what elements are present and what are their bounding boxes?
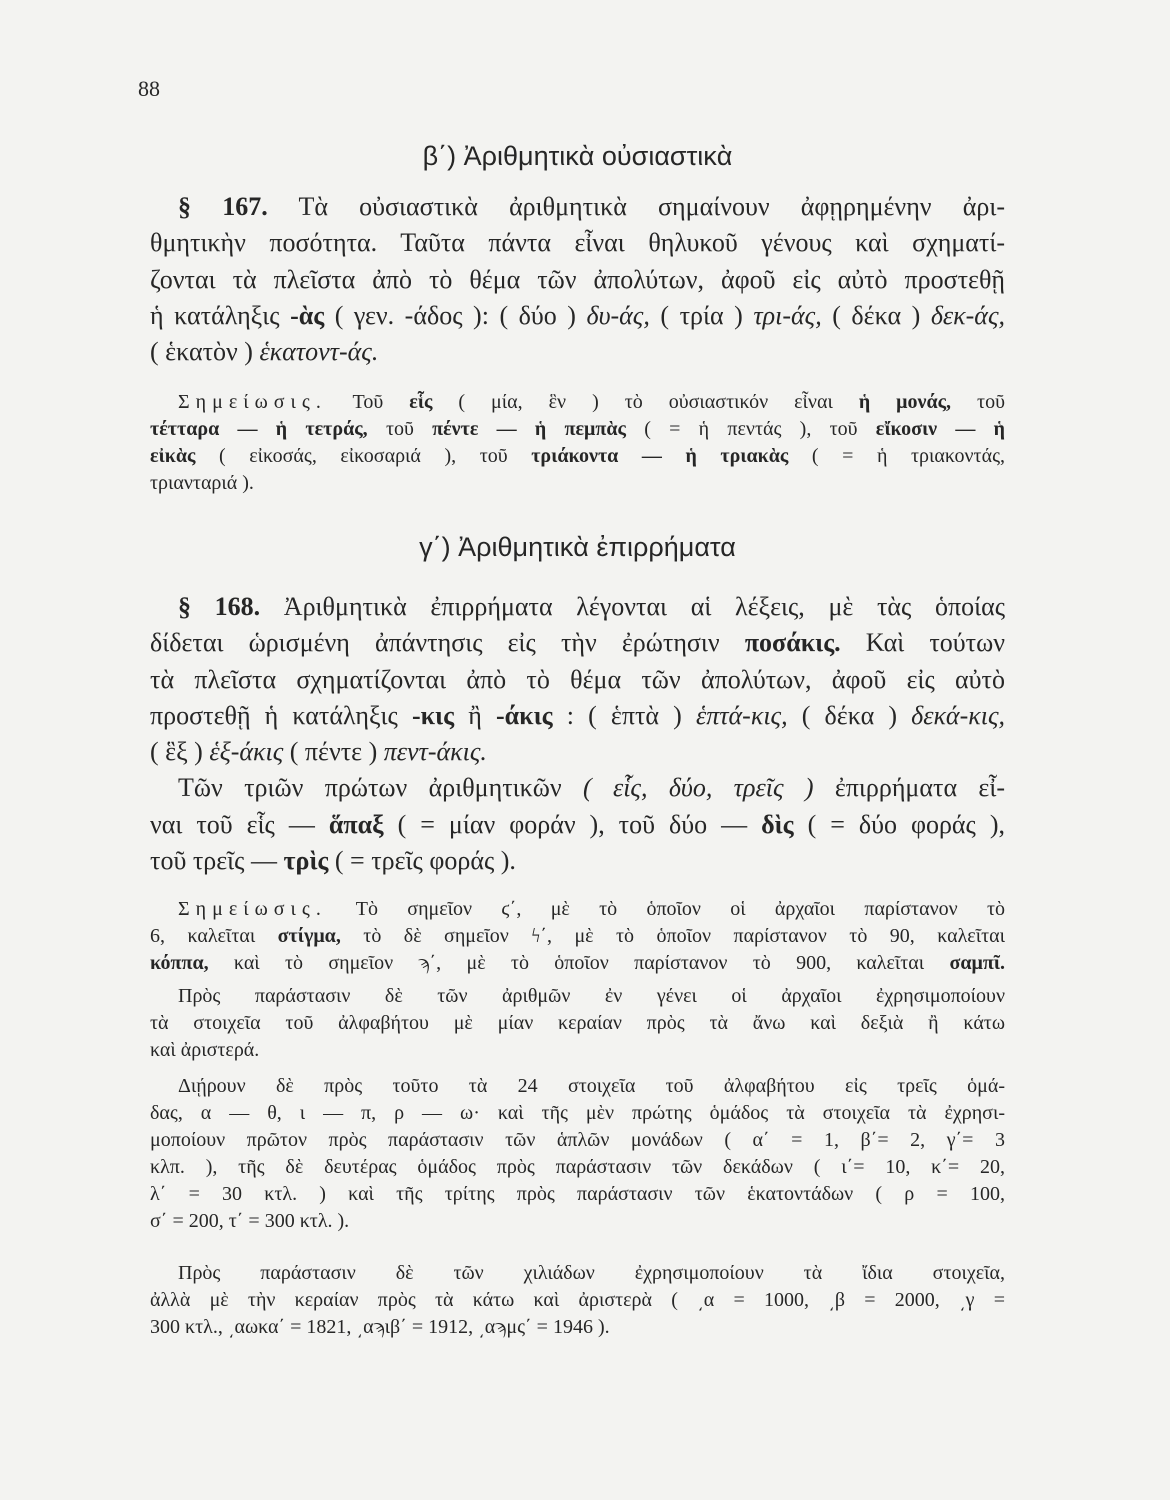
page-number: 88 [138, 76, 160, 101]
text-run: τὰ στοιχεῖα τοῦ ἀλφαβήτου μὲ μίαν κεραίαν πρὸς τὰ ἄνω καὶ δεξιὰ ἢ κάτω [150, 1012, 1005, 1034]
text-run: Πρὸς παράστασιν δὲ τῶν χιλιάδων ἐχρησιμοποίουν τὰ ἴδια στοιχεῖα, [178, 1262, 1005, 1284]
text-run: ἡ κατάληξις [150, 301, 291, 330]
bold-term: ποσάκις. [744, 628, 841, 657]
text-run: τριανταριά ). [150, 472, 254, 494]
text-run: ( πέντε ) [283, 737, 384, 766]
text-line [150, 1260, 1005, 1286]
text-run: : ( ἑπτὰ ) [552, 701, 696, 730]
bold-term: πέντε — ἡ πεμπὰς [432, 418, 626, 440]
text-line [150, 443, 1005, 469]
text-run: καὶ ἀριστερά. [150, 1039, 260, 1061]
text-run: ζονται τὰ πλεῖστα ἀπὸ τὸ θέμα τῶν ἀπολύτων, ἀφοῦ εἰς αὐτὸ προστεθῇ [150, 265, 1005, 294]
bold-term: § 168. [178, 592, 261, 621]
text-run: Τὰ οὐσιαστικὰ ἀριθμητικὰ σημαίνουν ἀφῃρημένην ἀρι- [267, 192, 1006, 221]
text-line [150, 1073, 1005, 1099]
text-run: μοποίουν πρῶτον πρὸς παράστασιν τῶν ἁπλῶν μονάδων ( α΄ = 1, β΄= 2, γ΄= 3 [150, 1129, 1005, 1151]
text-line [150, 809, 1005, 841]
bold-term: -ὰς [290, 301, 325, 330]
text-run: ἐπιρρήματα εἶ- [813, 773, 1005, 802]
bold-term: -κις [411, 701, 455, 730]
text-run: ( δέκα ) [821, 301, 931, 330]
italic-form: τρι-άς, [753, 301, 822, 330]
section-heading-numeral-adverbs: γ΄) Ἀριθμητικὰ ἐπιρρήματα [419, 532, 736, 562]
bold-term: εἴκοσιν — ἡ [875, 418, 1005, 440]
text-line [150, 389, 1005, 415]
bold-term: ἡ μονάς, [858, 391, 952, 413]
text-run: θμητικὴν ποσότητα. Ταῦτα πάντα εἶναι θηλυκοῦ γένους καὶ σχηματί- [150, 228, 1005, 257]
note-label: Σημείωσις. [178, 391, 327, 413]
text-line [150, 983, 1005, 1009]
bold-term: εἷς [409, 391, 433, 413]
text-line [150, 845, 1005, 877]
text-run: Καὶ τούτων [840, 628, 1005, 657]
text-line [150, 1181, 1005, 1207]
text-line [150, 923, 1005, 949]
text-line [150, 300, 1005, 332]
section-heading-numeral-nouns: β΄) Ἀριθμητικὰ οὐσιαστικὰ [422, 141, 733, 171]
italic-form: ἑκατοντ-άς. [259, 337, 379, 366]
bold-term: ἅπαξ [328, 810, 384, 839]
bold-term: § 167. [178, 192, 268, 221]
text-line [150, 227, 1005, 259]
text-line [150, 1010, 1005, 1036]
text-run: 300 κτλ., ͵αωκα΄ = 1821, ͵αϡιβ΄ = 1912, ͵αϡμς΄ = 1946 ). [150, 1316, 610, 1338]
text-run: τὸ δὲ σημεῖον ϟ΄, μὲ τὸ ὁποῖον παρίστανον τὸ 90, καλεῖται [340, 925, 1005, 947]
text-run: ( δέκα ) [787, 701, 912, 730]
text-line [150, 772, 1005, 804]
bold-term: εἰκὰς [150, 445, 196, 467]
text-run: ( μία, ἓν ) τὸ οὐσιαστικόν εἶναι [432, 391, 859, 413]
text-run: λ΄ = 30 κτλ. ) καὶ τῆς τρίτης πρὸς παράστασιν τῶν ἑκατοντάδων ( ρ = 100, [150, 1183, 1005, 1205]
text-run: Τοῦ [326, 391, 410, 413]
text-line [150, 700, 1005, 732]
italic-form: πεντ-άκις. [383, 737, 487, 766]
text-line [150, 1287, 1005, 1313]
text-run: ἀλλὰ μὲ τὴν κεραίαν πρὸς τὰ κάτω καὶ ἀριστερὰ ( ͵α = 1000, ͵β = 2000, ͵γ = [150, 1289, 1005, 1311]
text-run: ( εἰκοσάς, εἰκοσαριά ), τοῦ [195, 445, 532, 467]
text-run: τὰ πλεῖστα σχηματίζονται ἀπὸ τὸ θέμα τῶν ἀπολύτων, ἀφοῦ εἰς αὐτὸ [150, 665, 1005, 694]
bold-term: τριάκοντα — ἡ τριακὰς [531, 445, 789, 467]
text-run: Τὸ σημεῖον ϛ΄, μὲ τὸ ὁποῖον οἱ ἀρχαῖοι παρίστανον τὸ [326, 898, 1005, 920]
note-label: Σημείωσις. [178, 898, 327, 920]
text-line [150, 264, 1005, 296]
text-run: δας, α — θ, ι — π, ρ — ω· καὶ τῆς μὲν πρώτης ὁμάδος τὰ στοιχεῖα τὰ ἐχρησι- [150, 1102, 1005, 1124]
bold-term: τέτταρα — ἡ τετράς, [150, 418, 368, 440]
text-run: τοῦ [951, 391, 1005, 413]
text-line [150, 336, 1005, 368]
italic-form: ἑξ-άκις [209, 737, 284, 766]
italic-form: ἑπτά-κις, [695, 701, 788, 730]
text-run: ( = μίαν φοράν ), τοῦ δύο — [383, 810, 762, 839]
bold-term: σαμπῖ. [949, 952, 1005, 974]
text-line [150, 1100, 1005, 1126]
text-run: ( = δύο φοράς ), [793, 810, 1005, 839]
text-line [150, 416, 1005, 442]
text-run: κλπ. ), τῆς δὲ δευτέρας ὁμάδος πρὸς παράστασιν τῶν δεκάδων ( ι΄= 10, κ΄= 20, [150, 1156, 1005, 1178]
text-run: καὶ τὸ σημεῖον ϡ΄, μὲ τὸ ὁποῖον παρίστανον τὸ 900, καλεῖται [208, 952, 950, 974]
text-run: 6, καλεῖται [150, 925, 278, 947]
bold-term: κόππα, [150, 952, 209, 974]
text-run: ( τρία ) [649, 301, 754, 330]
text-line [150, 950, 1005, 976]
italic-form: ( εἷς, δύο, τρεῖς ) [582, 773, 814, 802]
text-line [150, 1154, 1005, 1180]
italic-form: δυ-άς, [586, 301, 650, 330]
text-run: ναι τοῦ εἷς — [150, 810, 329, 839]
bold-term: στίγμα, [277, 925, 341, 947]
text-line [150, 1208, 1005, 1234]
text-run: Πρὸς παράστασιν δὲ τῶν ἀριθμῶν ἐν γένει οἱ ἀρχαῖοι ἐχρησιμοποίουν [178, 985, 1005, 1007]
text-run: Τῶν τριῶν πρώτων ἀριθμητικῶν [178, 773, 583, 802]
text-line [150, 627, 1005, 659]
text-run: τοῦ τρεῖς — [150, 846, 284, 875]
text-line [150, 1037, 1005, 1063]
bold-term: -άκις [495, 701, 553, 730]
bold-term: δὶς [761, 810, 794, 839]
text-run: προστεθῇ ἡ κατάληξις [150, 701, 412, 730]
text-line [150, 664, 1005, 696]
text-run: ( = ἡ τριακοντάς, [788, 445, 1005, 467]
text-run: τοῦ [367, 418, 433, 440]
bold-term: τρὶς [283, 846, 329, 875]
text-line [150, 1314, 1005, 1340]
text-line [150, 591, 1005, 623]
text-run: σ΄ = 200, τ΄ = 300 κτλ. ). [150, 1210, 350, 1232]
text-run: ( = ἡ πεντάς ), τοῦ [625, 418, 876, 440]
text-line [150, 896, 1005, 922]
text-run: ἢ [454, 701, 496, 730]
text-run: ( ἑκατὸν ) [150, 337, 260, 366]
text-line [150, 470, 1005, 496]
text-run: ( ἓξ ) [150, 737, 210, 766]
text-run: ( γεν. -άδος ): ( δύο ) [324, 301, 587, 330]
text-run: Διῄρουν δὲ πρὸς τοῦτο τὰ 24 στοιχεῖα τοῦ ἀλφαβήτου εἰς τρεῖς ὁμά- [178, 1075, 1005, 1097]
italic-form: δεκά-κις, [911, 701, 1005, 730]
text-run: ( = τρεῖς φοράς ). [328, 846, 516, 875]
text-run: δίδεται ὡρισμένη ἀπάντησις εἰς τὴν ἐρώτησιν [150, 628, 745, 657]
text-line [150, 191, 1005, 223]
text-line [150, 1127, 1005, 1153]
italic-form: δεκ-άς, [930, 301, 1005, 330]
text-line [150, 736, 1005, 768]
text-run: Ἀριθμητικὰ ἐπιρρήματα λέγονται αἱ λέξεις, μὲ τὰς ὁποίας [260, 592, 1005, 621]
